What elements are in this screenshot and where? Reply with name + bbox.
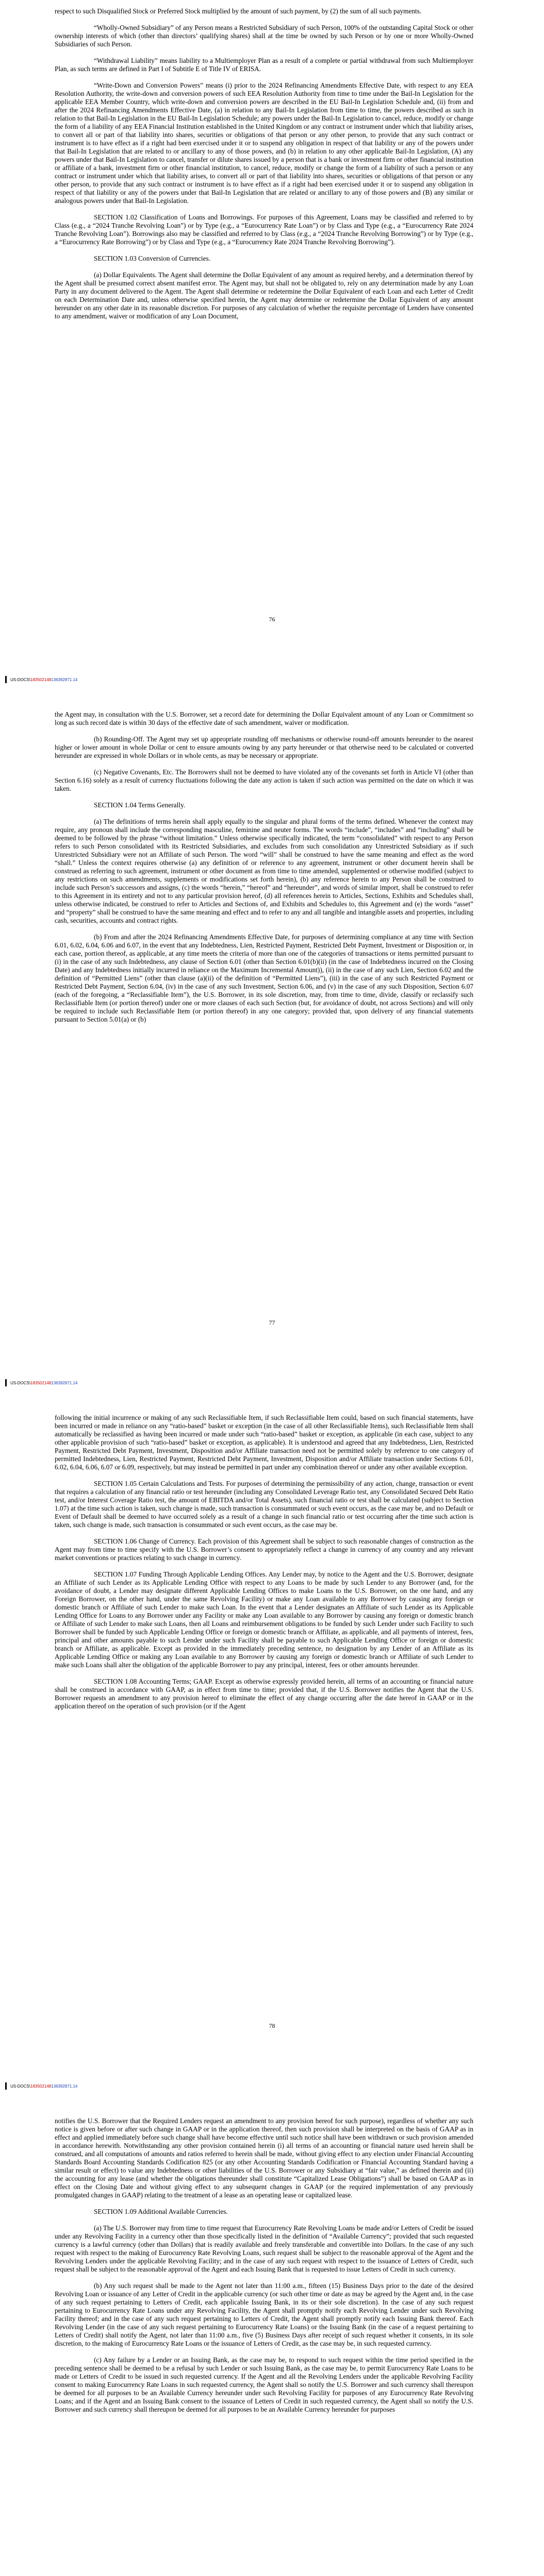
document-id: US-DOCS\183502148136392871.14: [10, 2084, 78, 2089]
paragraph: SECTION 1.07 Funding Through Applicable Lending Offices. Any Lender may, by notice to the Agent and the U.S. Borrower, designate an Affiliate of such Lender as its Applicable Lending Office with respect to any Loans to be made by such Lender to any Borrower (and, for the avoidance of doubt, a Lender may designate different Applicable Lending Offices to make Loans to the U.S. Borrower, on the one hand, and any Foreign Borrower, on the other hand, under the same Revolving Facility) or make any Loan available to any Borrower by causing any foreign or domestic branch or Affiliate of such Lender to make such Loan. In the event that a Lender designates an Affiliate of such Lender as its Applicable Lending Office for Loans to any Borrower under any Facility or make any Loan available to any Borrower by causing any foreign or domestic branch or Affiliate of such Lender to make such Loans, then all Loans and reimbursement obligations to be funded by such Lender under such Facility to such Borrower shall be funded by such Applicable Lending Office or foreign or domestic branch or Affiliate, as applicable, and all payments of interest, fees, principal and other amounts payable to such Lender under such Facility shall be payable to such Applicable Lending Office or foreign or domestic branch or Affiliate, as applicable. Except as provided in the immediately preceding sentence, no designation by any Lender of an Affiliate as its Applicable Lending Office or making any Loan available to any Borrower by causing any foreign or domestic branch or Affiliate of such Lender to make such Loans shall alter the obligation of the applicable Borrower to pay any principal, interest, fees or other amounts hereunder.: [55, 1570, 473, 1669]
paragraph: (b) From and after the 2024 Refinancing Amendments Effective Date, for purposes of determining compliance at any time with Section 6.01, 6.02, 6.04, 6.06 and 6.07, in the event that any Indebtedness, Lien, Restricted Payment, Restricted Debt Payment, Investment or Disposition or, in each case, portion thereof, as applicable, at any time meets the criteria of more than one of the categories of transactions or items permitted pursuant to (i) in the case of any such Indebtedness, any clause of Section 6.01 (other than Section 6.01(b)(ii) (in the case of Indebtedness incurred on the Closing Date) and any Indebtedness initially incurred in reliance on the Maximum Incremental Amount)), (ii) in the case of any such Lien, Section 6.02 and the definition of “Permitted Liens” (other than clause (a)(ii) of the definition of “Permitted Liens”), (iii) in the case of any such Restricted Payment or Restricted Debt Payment, Section 6.04, (iv) in the case of any such Investment, Section 6.06, and (v) in the case of any such Disposition, Section 6.07 (each of the foregoing, a “Reclassifiable Item”), the U.S. Borrower, in its sole discretion, may, from time to time, divide, classify or reclassify such Reclassifiable Item (or portion thereof) under one or more clauses of each such Section (but, for avoidance of doubt, not across Sections) and will only be required to include such Reclassifiable Item (or portion thereof) in any one category; provided that, upon delivery of any financial statements pursuant to Section 5.01(a) or (b): [55, 933, 473, 1023]
paragraph: “Wholly-Owned Subsidiary” of any Person means a Restricted Subsidiary of such Person, 100% of the outstanding Capital Stock or other ownership interests of which (other than directors’ qualifying shares) shall at the time be owned by such Person or by one or more Wholly-Owned Subsidiaries of such Person.: [55, 24, 473, 48]
revision-bar: [5, 1379, 7, 1386]
paragraph: (a) The definitions of terms herein shall apply equally to the singular and plural forms of the terms defined. Whenever the context may require, any pronoun shall include the corresponding masculine, feminine and neuter forms. The words “include”, “includes” and “including” shall be deemed to be followed by the phrase “without limitation.” Unless otherwise specifically indicated, the term “consolidated” with respect to any Person refers to such Person consolidated with its Restricted Subsidiaries, and excludes from such consolidation any Unrestricted Subsidiary as if such Unrestricted Subsidiary were not an Affiliate of such Person. The word “will” shall be construed to have the same meaning and effect as the word “shall.” Unless the context requires otherwise (a) any definition of or reference to any agreement, instrument or other document herein shall be construed as referring to such agreement, instrument or other document as from time to time amended, supplemented or otherwise modified (subject to any restrictions on such amendments, supplements or modifications set forth herein), (b) any reference herein to any Person shall be construed to include such Person’s successors and assigns, (c) the words “herein,” “hereof” and “hereunder”, and words of similar import, shall be construed to refer to this Agreement in its entirety and not to any particular provision hereof, (d) all references herein to Articles, Sections, Exhibits and Schedules shall, unless otherwise indicated, be construed to refer to Articles and Sections of, and Exhibits and Schedules to, this Agreement and (e) the words “asset” and “property” shall be construed to have the same meaning and effect and to refer to any and all tangible and intangible assets and properties, including cash, securities, accounts and contract rights.: [55, 818, 473, 924]
page-number: 78: [269, 2022, 275, 2029]
section-heading: SECTION 1.03 Conversion of Currencies.: [94, 255, 211, 262]
paragraph: following the initial incurrence or making of any such Reclassifiable Item, if such Reclassifiable Item could, based on such financial statements, have been incurred or made in reliance on any “ratio-based” basket or exception (in the case of all other Reclassifiable Items), such Reclassifiable Item shall automatically be reclassified as having been incurred or made under such “ratio-based” basket or exception, as applicable (in each case, subject to any other applicable provision of such “ratio-based” basket or exception, as applicable). It is understood and agreed that any Indebtedness, Lien, Restricted Payment, Restricted Debt Payment, Investment, Disposition and/or Affiliate transaction need not be permitted solely by reference to one category of permitted Indebtedness, Lien, Restricted Payment, Restricted Debt Payment, Investment, Disposition and/or Affiliate transaction under Sections 6.01, 6.02, 6.04, 6.06, 6.07 or 6.09, respectively, but may instead be permitted in part under any combination thereof or under any other available exception.: [55, 1414, 473, 1471]
revision-bar: [5, 2082, 7, 2090]
paragraph: (c) Negative Covenants, Etc. The Borrowers shall not be deemed to have violated any of the covenants set forth in Article VI (other than Section 6.16) solely as a result of currency fluctuations following the date any action is taken if such action was permitted on the date on which it was taken.: [55, 768, 473, 792]
paragraph: (b) Rounding-Off. The Agent may set up appropriate rounding off mechanisms or otherwise round-off amounts hereunder to the nearest higher or lower amount in whole Dollar or cent to ensure amounts owing by any party hereunder or that otherwise need to be calculated or converted hereunder are expressed in whole Dollars or in whole cents, as may be necessary or appropriate.: [55, 735, 473, 759]
paragraph: (a) The U.S. Borrower may from time to time request that Eurocurrency Rate Revolving Loans be made and/or Letters of Credit be issued under any Revolving Facility in a currency other than those specifically listed in the definition of “Available Currency”; provided that such requested currency is a lawful currency (other than Dollars) that is readily available and freely transferable and convertible into Dollars. In the case of any such request with respect to the making of Eurocurrency Rate Revolving Loans, such request shall be subject to the reasonable approval of the Agent and the Revolving Lenders under the applicable Revolving Facility; and in the case of any such request with respect to the issuance of Letters of Credit, such request shall be subject to the reasonable approval of the Agent and each Issuing Bank that is requested to issue Letters of Credit in such currency.: [55, 2224, 473, 2273]
page-number: 77: [269, 1319, 275, 1326]
paragraph: (c) Any failure by a Lender or an Issuing Bank, as the case may be, to respond to such request within the time period specified in the preceding sentence shall be deemed to be a refusal by such Lender or such Issuing Bank, as the case may be, to permit Eurocurrency Rate Loans to be made or Letters of Credit to be issued in such requested currency. If the Agent and all the Revolving Lenders under the applicable Revolving Facility consent to making Eurocurrency Rate Loans in such requested currency, the Agent shall so notify the U.S. Borrower and such currency shall thereupon be deemed for all purposes to be an Available Currency hereunder under such Revolving Facility for purposes of any Eurocurrency Rate Revolving Loans; and if the Agent and an Issuing Bank consent to the issuance of Letters of Credit in such requested currency, the Agent shall so notify the U.S. Borrower and such currency shall thereupon be deemed for all purposes to be an Available Currency hereunder for purposes: [55, 2356, 473, 2413]
page-number: 76: [269, 616, 275, 623]
paragraph: SECTION 1.05 Certain Calculations and Tests. For purposes of determining the permissibility of any action, change, transaction or event that requires a calculation of any financial ratio or test hereunder (including any Consolidated Leverage Ratio test, any Consolidated Secured Debt Ratio test, and/or Interest Coverage Ratio test, the amount of EBITDA and/or Total Assets), such financial ratio or test shall be calculated (subject to Section 1.07) at the time such action is taken, such change is made, such transaction is consummated or such event occurs, as the case may be, and no Default or Event of Default shall be deemed to have occurred solely as a result of a change in such financial ratio or test occurring after the time such action is taken, such change is made, such transaction is consummated or such event occurs, as the case may be.: [55, 1480, 473, 1529]
page-77: [0, 703, 544, 1399]
paragraph: “Withdrawal Liability” means liability to a Multiemployer Plan as a result of a complete or partial withdrawal from such Multiemployer Plan, as such terms are defined in Part I of Subtitle E of Title IV of ERISA.: [55, 57, 473, 73]
page-76: [0, 0, 544, 696]
paragraph: the Agent may, in consultation with the U.S. Borrower, set a record date for determining the Dollar Equivalent amount of any Loan or Commitment so long as such record date is within 30 days of the effective date of such amendment, waiver or modification.: [55, 710, 473, 726]
paragraph: “Write-Down and Conversion Powers” means (i) prior to the 2024 Refinancing Amendments Effective Date, with respect to any EEA Resolution Authority, the write-down and conversion powers of such EEA Resolution Authority from time to time under the Bail-In Legislation for the applicable EEA Member Country, which write-down and conversion powers are described in the EU Bail-In Legislation Schedule and, (ii) from and after the 2024 Refinancing Amendments Effective Date, (a) in relation to any Bail-In Legislation from time to time, the powers described as such in relation to that Bail-In Legislation in the EU Bail-In Legislation Schedule; any powers under the Bail-In Legislation to cancel, reduce, modify or change the form of a liability of any EEA Financial Institution established in the United Kingdom or any contract or instrument under which that liability arises, to convert all or part of that liability into shares, securities or obligations of that person or any other person, to provide that any such contract or instrument is to have effect as if a right had been exercised under it or to suspend any obligation in respect of that liability or any of the powers under that Bail-In Legislation that are related to or ancillary to any of those powers, and (b) in relation to any other applicable Bail-In Legislation, (A) any powers under that Bail-In Legislation to cancel, transfer or dilute shares issued by a person that is a bank or investment firm or other financial institution or affiliate of a bank, investment firm or other financial institution, to cancel, reduce, modify or change the form of a liability of such a person or any contract or instrument under which that liability arises, to convert all or part of that liability into shares, securities or obligations of that person or any other person, to provide that any such contract or instrument is to have effect as if a right had been exercised under it or to suspend any obligation in respect of that liability or any of the powers under that Bail-In Legislation that are related or ancillary to any of those powers and (B) any similar or analogous powers under that Bail-In Legislation.: [55, 81, 473, 205]
paragraph: respect to such Disqualified Stock or Preferred Stock multiplied by the amount of such payment, by (2) the sum of all such payments.: [55, 7, 422, 15]
paragraph: SECTION 1.02 Classification of Loans and Borrowings. For purposes of this Agreement, Loans may be classified and referred to by Class (e.g., a “2024 Tranche Revolving Loan”) or by Type (e.g., a “Eurocurrency Rate Loan”) or by Class and Type (e.g., a “Eurocurrency Rate 2024 Tranche Revolving Loan”). Borrowings also may be classified and referred to by Class (e.g., a “2024 Tranche Revolving Borrowing”) or by Type (e.g., a “Eurocurrency Rate Borrowing”) or by Class and Type (e.g., a “Eurocurrency Rate 2024 Tranche Revolving Borrowing”).: [55, 213, 473, 246]
section-heading: SECTION 1.04 Terms Generally.: [94, 801, 186, 809]
section-heading: SECTION 1.09 Additional Available Currencies.: [94, 2208, 228, 2215]
paragraph: notifies the U.S. Borrower that the Required Lenders request an amendment to any provision hereof for such purpose), regardless of whether any such notice is given before or after such change in GAAP or in the application thereof, then such provision shall be interpreted on the basis of GAAP as in effect and applied immediately before such change shall have become effective until such notice shall have been withdrawn or such provision amended in accordance herewith. Notwithstanding any other provision contained herein (i) all terms of an accounting or financial nature used herein shall be construed, and all computations of amounts and ratios referred to herein shall be made, without giving effect to any election under Financial Accounting Standards Board Accounting Standards Codification 825 (or any other Accounting Standards Codification or Financial Accounting Standard having a similar result or effect) to value any Indebtedness or other liabilities of the U.S. Borrower or any Subsidiary at “fair value,” as defined therein and (ii) the accounting for any lease (and whether the obligations thereunder shall constitute “Capitalized Lease Obligations”) shall be based on GAAP as in effect on the Closing Date and without giving effect to any subsequent changes in GAAP (or the required implementation of any previously promulgated changes in GAAP) relating to the treatment of a lease as an operating lease or capitalized lease.: [55, 2117, 473, 2199]
paragraph: (b) Any such request shall be made to the Agent not later than 11:00 a.m., fifteen (15) Business Days prior to the date of the desired Revolving Loan or issuance of any Letter of Credit in the applicable currency (or such other time or date as may be agreed by the Agent and, in the case of any such request pertaining to Letters of Credit, each applicable Issuing Bank, in its or their sole discretion). In the case of any such request pertaining to Eurocurrency Rate Loans under any Revolving Facility, the Agent shall promptly notify each Revolving Lender under such Revolving Facility thereof; and in the case of any such request pertaining to Letters of Credit, the Agent shall promptly notify each Issuing Bank thereof. Each Revolving Lender (in the case of any such request pertaining to Eurocurrency Rate Loans) or the Issuing Bank (in the case of a request pertaining to Letters of Credit) shall notify the Agent, not later than 11:00 a.m., five (5) Business Days after receipt of such request whether it consents, in its sole discretion, to the making of Eurocurrency Rate Loans or the issuance of Letters of Credit, as the case may be, in such requested currency.: [55, 2282, 473, 2347]
document-id: US-DOCS\183502148136392871.14: [10, 677, 78, 682]
page-79: [0, 2110, 544, 2576]
paragraph: SECTION 1.06 Change of Currency. Each provision of this Agreement shall be subject to such reasonable changes of construction as the Agent may from time to time specify with the U.S. Borrower’s consent to appropriately reflect a change in currency of any country and any relevant market conventions or practices relating to such change in currency.: [55, 1537, 473, 1562]
document-id: US-DOCS\183502148136392871.14: [10, 1381, 78, 1385]
page-78: [0, 1406, 544, 2102]
paragraph: SECTION 1.08 Accounting Terms; GAAP. Except as otherwise expressly provided herein, all terms of an accounting or financial nature shall be construed in accordance with GAAP, as in effect from time to time; provided that, if the U.S. Borrower notifies the Agent that the U.S. Borrower requests an amendment to any provision hereof to eliminate the effect of any change occurring after the date hereof in GAAP or in the application thereof on the operation of such provision (or if the Agent: [55, 1677, 473, 1710]
paragraph: (a) Dollar Equivalents. The Agent shall determine the Dollar Equivalent of any amount as required hereby, and a determination thereof by the Agent shall be presumed correct absent manifest error. The Agent may, but shall not be obligated to, rely on any determination made by any Loan Party in any document delivered to the Agent. The Agent shall determine or redetermine the Dollar Equivalent of each Loan and each Letter of Credit on each Determination Date and, unless otherwise specified herein, the Agent may determine or redetermine the Dollar Equivalent of any amount hereunder on any other date in its reasonable discretion. For purposes of any calculation of whether the requisite percentage of Lenders have consented to any amendment, waiver or modification of any Loan Document,: [55, 271, 473, 320]
revision-bar: [5, 676, 7, 683]
